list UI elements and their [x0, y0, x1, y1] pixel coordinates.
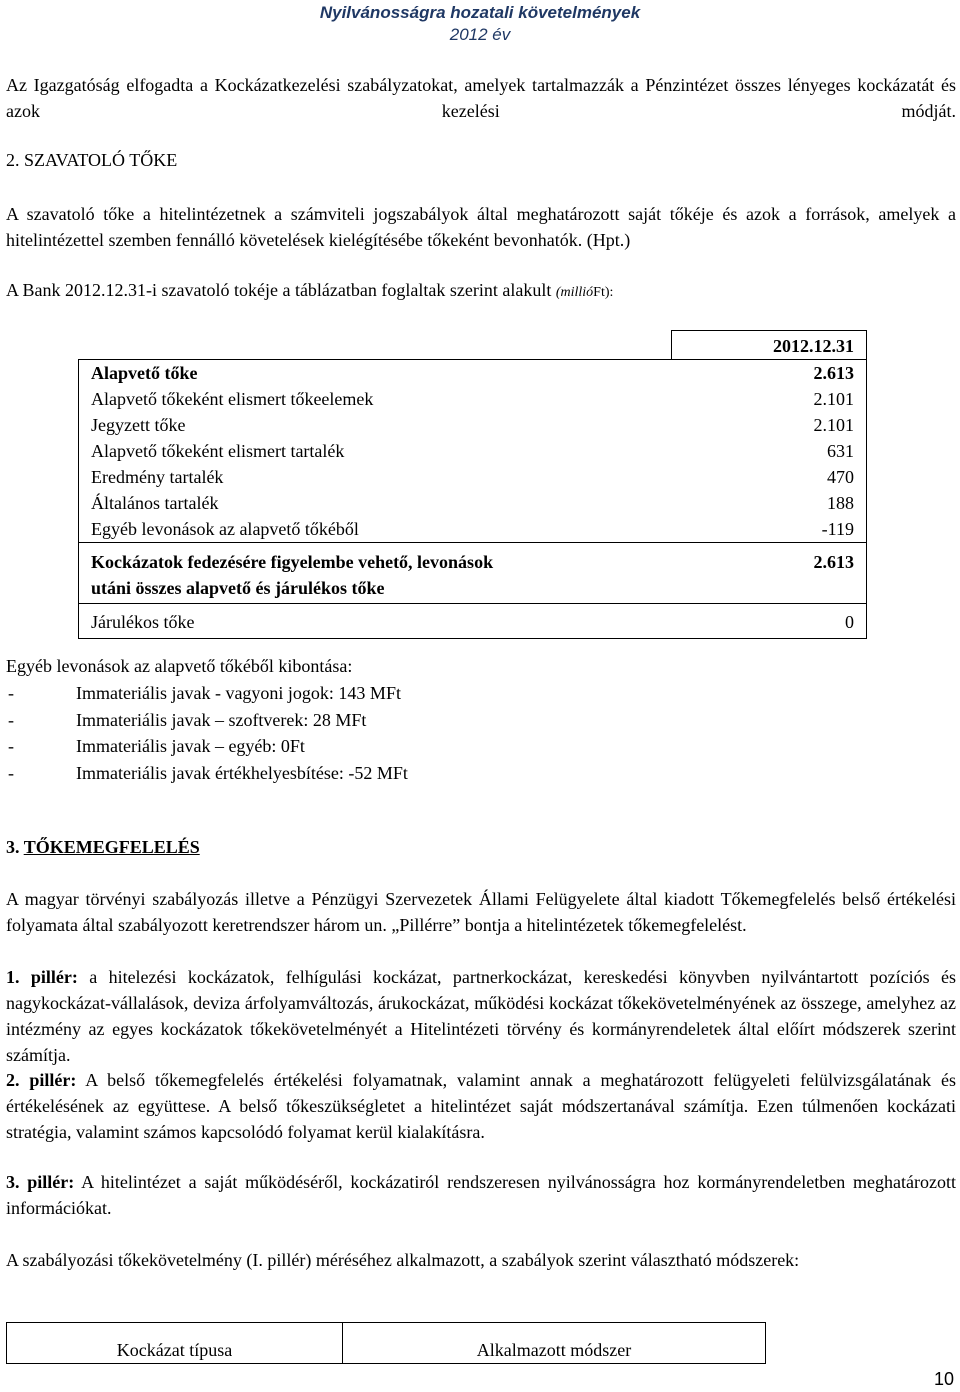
table-row-supplementary: [79, 604, 867, 639]
list-item: - Immateriális javak – szoftverek: 28 MFt: [6, 707, 408, 734]
table-row: [79, 412, 867, 438]
table-row: [79, 360, 867, 387]
section3-heading: [6, 834, 956, 860]
capital-table-corner: [79, 331, 672, 360]
pillar3-text: A hitelintézet a saját működéséről, kockázatiról rendszeresen nyilvánosságra hoz kormányrendeletben meghatározott információkat.: [6, 1172, 956, 1218]
deductions-list: [6, 680, 408, 786]
deductions-heading: Egyéb levonások az alapvető tőkéből kibontása:: [6, 656, 353, 676]
row-value: 188: [672, 490, 867, 516]
list-item: - Immateriális javak – egyéb: 0Ft: [6, 733, 408, 760]
bank-line: [6, 277, 956, 306]
total-label: [79, 543, 672, 604]
pillar1-text: a hitelezési kockázatok, felhígulási kockázat, partnerkockázat, kereskedési könyvben nyilvántartott pozíciós és nagykockázat-vállalások, deviza árfolyamváltozás, árukockázat, működési kockázat tőkekövetelményének az összege, amelyhez az intézmény az egyes kockázatok tőkekövetelményét a Hitelintézeti törvény és kormányrendeletek által előírt módszerek szerint számítja.: [6, 967, 956, 1065]
intro-paragraph: Az Igazgatóság elfogadta a Kockázatkezelési szabályzatokat, amelyek tartalmazzák a Pénzintézet összes lényeges kockázatát és azok kezelési módját.: [6, 75, 956, 121]
row-value: -119: [672, 516, 867, 543]
total-label-line2: utáni összes alapvető és járulékos tőke: [91, 578, 385, 598]
total-label-line1: Kockázatok fedezésére figyelembe vehető, levonások: [91, 552, 494, 572]
section2-paragraph: A szavatoló tőke a hitelintézetnek a számviteli jogszabályok által meghatározott saját tőkéje és azok a források, amelyek a hitelintézettel szemben fennálló követelések kielégítésébe tőkeként bevonhatók. (Hpt.): [6, 204, 956, 250]
table-row: [79, 386, 867, 412]
row-label: Alapvető tőkeként elismert tőkeelemek: [79, 386, 672, 412]
row-value: 631: [672, 438, 867, 464]
methods-intro: A szabályozási tőkekövetelmény (I. pillér) méréséhez alkalmazott, a szabályok szerint választható módszerek:: [6, 1250, 800, 1270]
methods-col-risk-type: Kockázat típusa: [7, 1323, 343, 1364]
page-number: 10: [933, 1369, 954, 1389]
pillar2-text: A belső tőkemegfelelés értékelési folyamatnak, valamint annak a meghatározott felügyeleti felülvizsgálatának és értékelésének az együttese. A belső tőkeszükségletet a hitelintézet saját módszertanával számítja. Ezen túlmenően kockázati stratégia, valamint számos kapcsolódó folyamat kerül kialakításra.: [6, 1070, 956, 1142]
unit-label: (millió: [555, 285, 594, 300]
table-row: [7, 1323, 766, 1364]
header-title: Nyilvánosságra hozatali követelmények: [319, 3, 641, 22]
pillar2-paragraph: [6, 1067, 956, 1145]
pillar2-label: 2. pillér:: [6, 1070, 77, 1090]
supplementary-label: Járulékos tőke: [79, 604, 672, 639]
section2-heading: 2. SZAVATOLÓ TŐKE: [6, 150, 178, 170]
capital-table-date-header: 2012.12.31: [672, 331, 867, 360]
row-label: Jegyzett tőke: [79, 412, 672, 438]
section3-heading-num: 3.: [6, 837, 20, 857]
methods-table: [6, 1322, 766, 1364]
row-label: Alapvető tőkeként elismert tartalék: [79, 438, 672, 464]
row-label: Általános tartalék: [79, 490, 672, 516]
table-row: [79, 438, 867, 464]
bank-line-text: A Bank 2012.12.31-i szavatoló tokéje a táblázatban foglaltak szerint alakult: [6, 280, 552, 300]
row-label: Alapvető tőke: [79, 360, 672, 387]
capital-table: [78, 330, 867, 639]
header-year: 2012 év: [449, 25, 511, 44]
pillar3-paragraph: [6, 1169, 956, 1221]
list-item: - Immateriális javak - vagyoni jogok: 143 MFt: [6, 680, 408, 707]
table-row: [79, 464, 867, 490]
pillar1-paragraph: [6, 964, 956, 1068]
row-value: 2.101: [672, 412, 867, 438]
table-row: [79, 516, 867, 543]
row-value: 470: [672, 464, 867, 490]
total-value: 2.613: [672, 543, 867, 604]
methods-col-method: Alkalmazott módszer: [343, 1323, 766, 1364]
section3-heading-text: TŐKEMEGFELELÉS: [23, 837, 200, 857]
row-label: Eredmény tartalék: [79, 464, 672, 490]
list-item: - Immateriális javak értékhelyesbítése: -52 MFt: [6, 760, 408, 787]
row-value: 2.101: [672, 386, 867, 412]
pillar1-label: 1. pillér:: [6, 967, 78, 987]
row-label: Egyéb levonások az alapvető tőkéből: [79, 516, 672, 543]
section3-intro: A magyar törvényi szabályozás illetve a Pénzügyi Szervezetek Állami Felügyelete által kiadott Tőkemegfelelés belső értékelési folyamata által szabályozott keretrendszer három un. „Pillérre” bontja a hitelintézetek tőkemegfelelést.: [6, 889, 956, 935]
table-row-total: [79, 543, 867, 604]
table-row: [79, 490, 867, 516]
supplementary-value: 0: [672, 604, 867, 639]
pillar3-label: 3. pillér:: [6, 1172, 75, 1192]
row-value: 2.613: [672, 360, 867, 387]
unit-ft: Ft):: [593, 285, 614, 300]
